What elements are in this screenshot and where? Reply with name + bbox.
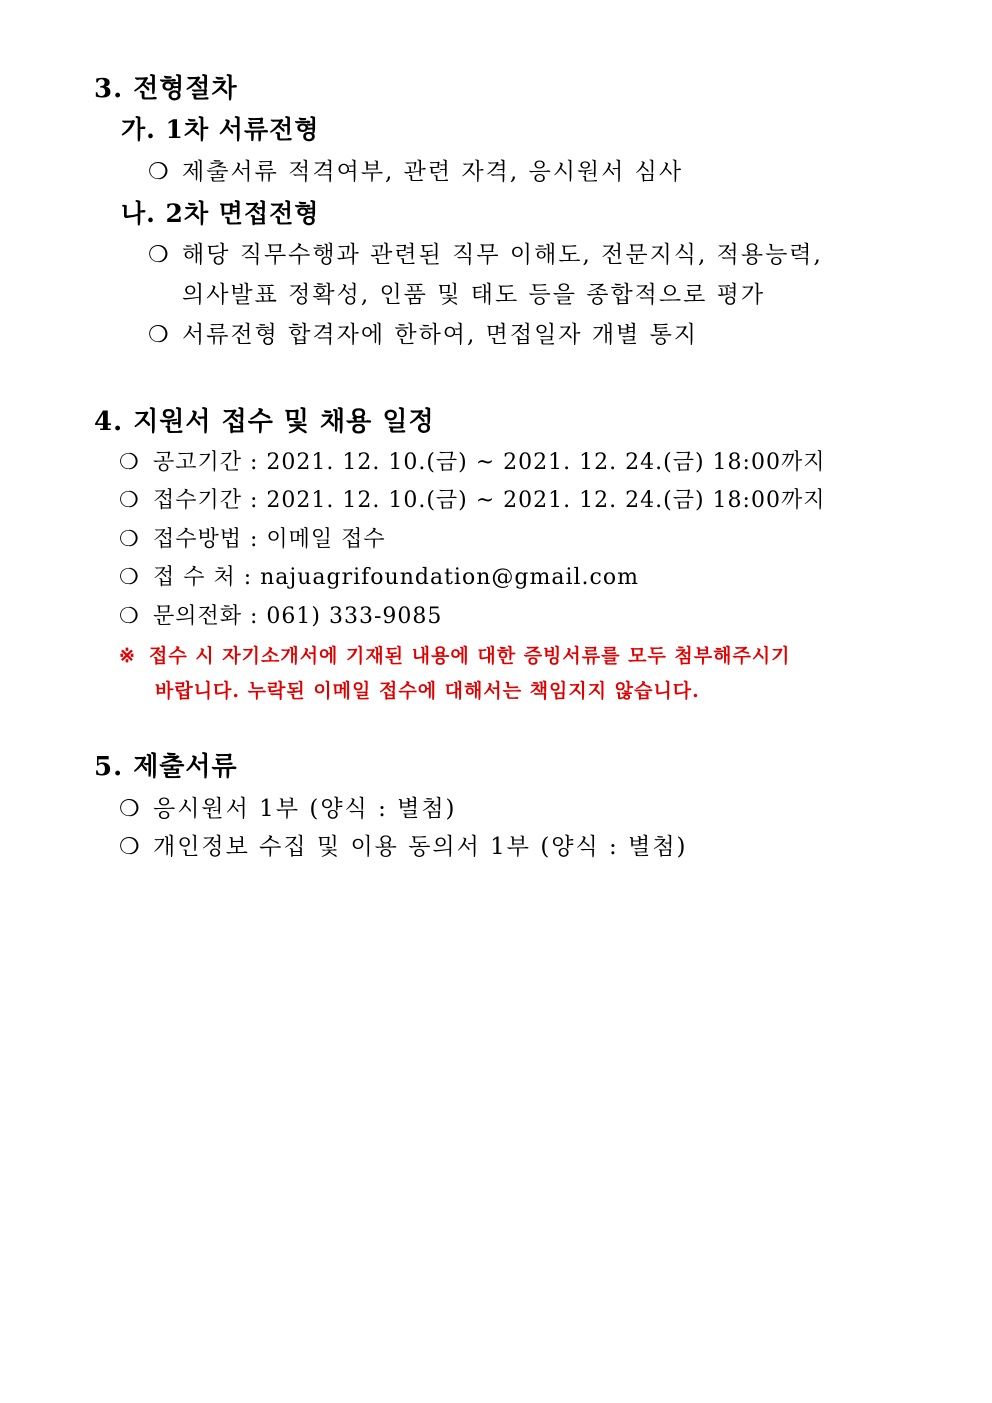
list-item-text: 제출서류 적격여부, 관련 자격, 응시원서 심사 xyxy=(182,159,684,185)
notice-note xyxy=(119,641,791,668)
circle-bullet-icon: ❍ xyxy=(148,322,171,348)
circle-bullet-icon: ❍ xyxy=(119,565,140,590)
section5-heading: 5. 제출서류 xyxy=(94,752,238,782)
list-item xyxy=(148,236,823,269)
section4-heading: 4. 지원서 접수 및 채용 일정 xyxy=(94,407,435,437)
notice-period-text: 공고기간 : 2021. 12. 10.(금) ~ 2021. 12. 24.(금) 18:00까지 xyxy=(153,450,826,475)
contact-phone-text: 문의전화 : 061) 333-9085 xyxy=(153,604,443,629)
list-item xyxy=(119,599,442,630)
application-email-text: 접 수 처 : najuagrifoundation@gmail.com xyxy=(153,565,639,590)
circle-bullet-icon: ❍ xyxy=(119,488,140,513)
section3-heading: 3. 전형절차 xyxy=(94,74,238,104)
list-item-continuation: 의사발표 정확성, 인품 및 태도 등을 종합적으로 평가 xyxy=(182,282,766,308)
notice-note-line1: 접수 시 자기소개서에 기재된 내용에 대한 증빙서류를 모두 첨부해주시기 xyxy=(149,645,791,667)
section3-sub-a-heading: 가. 1차 서류전형 xyxy=(121,115,320,144)
circle-bullet-icon: ❍ xyxy=(148,242,171,268)
circle-bullet-icon: ❍ xyxy=(119,604,140,629)
circle-bullet-icon: ❍ xyxy=(119,527,140,552)
circle-bullet-icon: ❍ xyxy=(119,834,142,860)
list-item xyxy=(148,153,683,186)
list-item xyxy=(119,828,688,861)
section3-sub-b-heading: 나. 2차 면접전형 xyxy=(121,199,320,228)
list-item-text: 개인정보 수집 및 이용 동의서 1부 (양식 : 별첨) xyxy=(153,834,688,860)
application-period-text: 접수기간 : 2021. 12. 10.(금) ~ 2021. 12. 24.(금) 18:00까지 xyxy=(153,488,826,513)
circle-bullet-icon: ❍ xyxy=(119,450,140,475)
list-item xyxy=(119,560,639,591)
circle-bullet-icon: ❍ xyxy=(119,796,142,822)
list-item xyxy=(119,522,386,553)
list-item xyxy=(119,445,825,476)
list-item xyxy=(119,483,825,514)
circle-bullet-icon: ❍ xyxy=(148,159,171,185)
list-item-text: 응시원서 1부 (양식 : 별첨) xyxy=(153,796,457,822)
application-method-text: 접수방법 : 이메일 접수 xyxy=(153,527,386,552)
reference-mark-icon: ※ xyxy=(119,645,136,667)
list-item-text: 서류전형 합격자에 한하여, 면접일자 개별 통지 xyxy=(182,322,699,348)
notice-note-line2: 바랍니다. 누락된 이메일 접수에 대해서는 책임지지 않습니다. xyxy=(155,680,700,702)
list-item-text: 해당 직무수행과 관련된 직무 이해도, 전문지식, 적용능력, xyxy=(182,242,823,268)
list-item xyxy=(148,316,698,349)
list-item xyxy=(119,790,457,823)
